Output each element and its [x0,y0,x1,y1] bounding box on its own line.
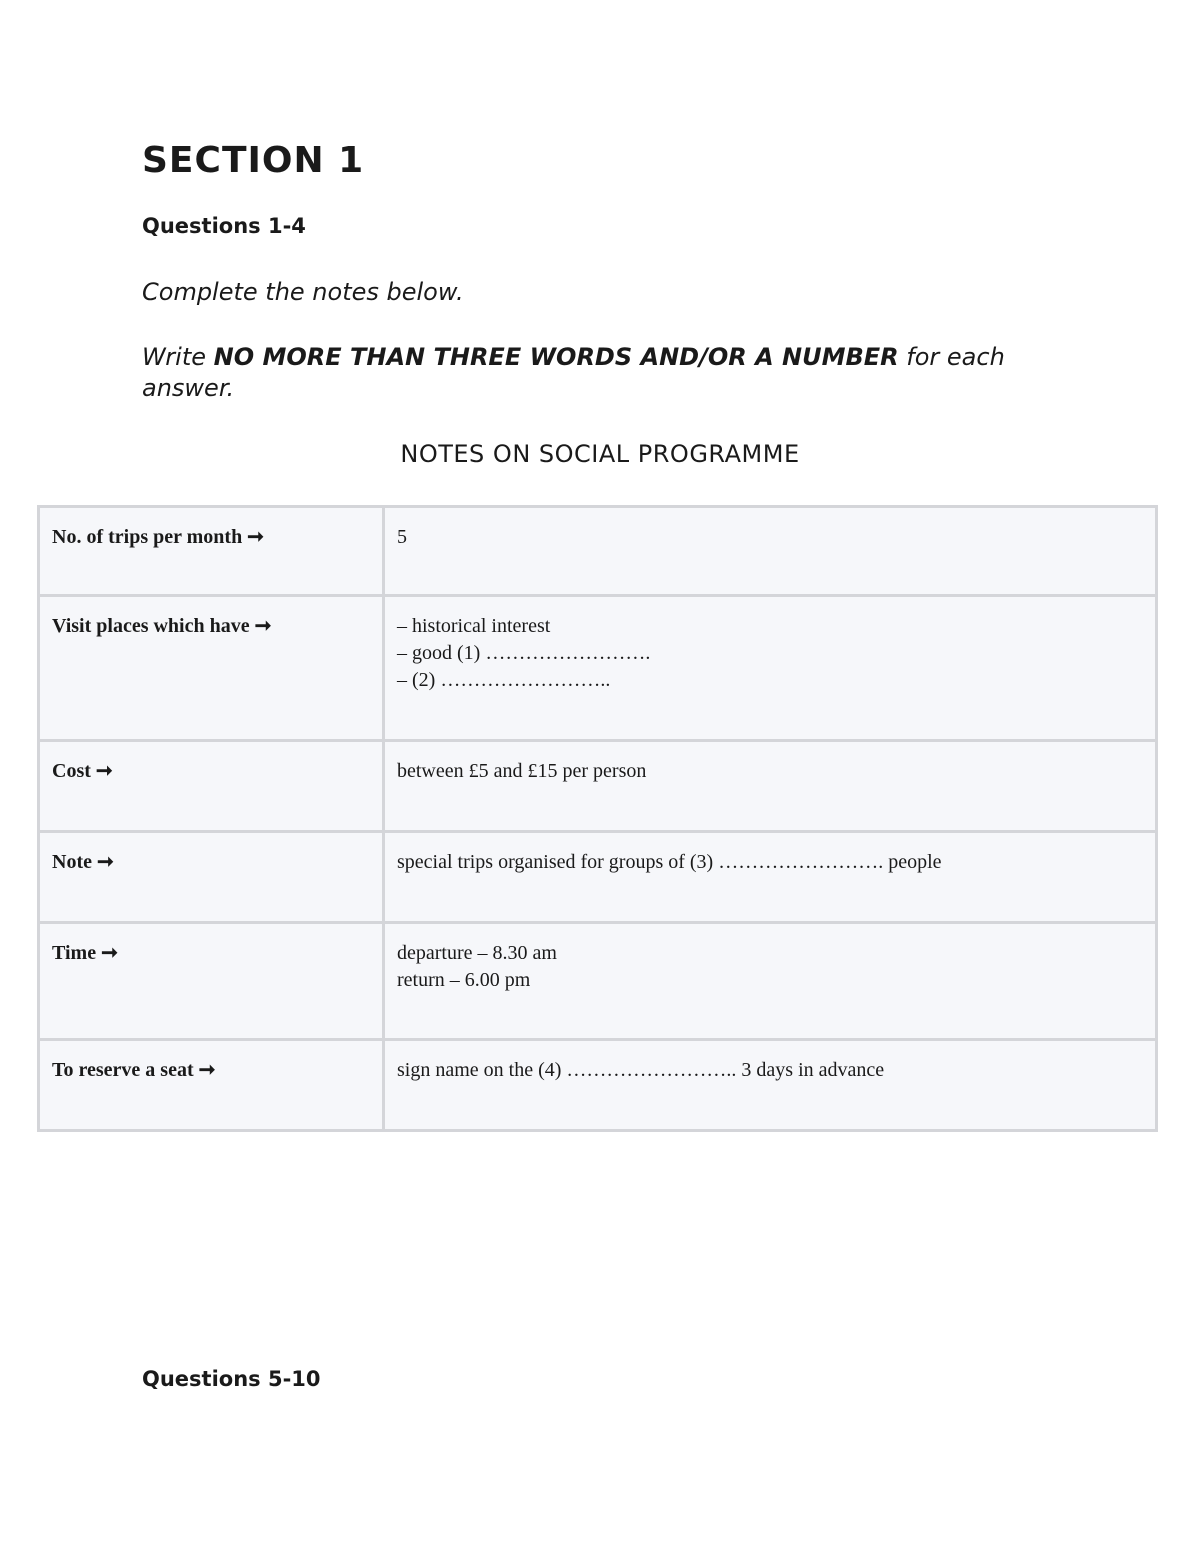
table-row [39,596,1157,741]
row-label: Time ➞ [39,923,384,1040]
row-value-line: departure – 8.30 am [397,942,557,964]
instruction-complete-notes: Complete the notes below. [142,278,464,306]
table-row [39,832,1157,923]
table-row [39,507,1157,596]
instruction-word-limit [142,342,1042,404]
questions-1-4-label: Questions 1-4 [142,214,306,238]
table-row [39,1040,1157,1131]
row-value [384,1040,1157,1131]
row-value [384,832,1157,923]
row-label: Note ➞ [39,832,384,923]
row-label: To reserve a seat ➞ [39,1040,384,1131]
table-row [39,741,1157,832]
row-value-line: between £5 and £15 per person [397,760,647,782]
answer-blank-4: sign name on the (4) …………………….. 3 days in advance [397,1059,885,1081]
answer-blank-2: – (2) …………………….. [397,669,611,691]
answer-blank-1: – good (1) ……………………. [397,642,651,664]
row-value [384,507,1157,596]
row-value [384,923,1157,1040]
instruction-word-limit-emphasis: NO MORE THAN THREE WORDS AND/OR A NUMBER [213,343,899,371]
row-value-line: return – 6.00 pm [397,969,531,991]
answer-blank-3: special trips organised for groups of (3) ……………………. people [397,851,942,873]
row-label: Visit places which have ➞ [39,596,384,741]
row-label: No. of trips per month ➞ [39,507,384,596]
row-value-line: – historical interest [397,615,551,637]
questions-5-10-label: Questions 5-10 [142,1367,321,1391]
notes-table [37,505,1158,1132]
row-label: Cost ➞ [39,741,384,832]
instruction-word-limit-post: for each answer. [142,343,1005,402]
notes-title: NOTES ON SOCIAL PROGRAMME [400,440,800,468]
row-value [384,741,1157,832]
row-value-line: 5 [397,526,407,548]
instruction-word-limit-pre: Write [142,343,214,371]
section-title: SECTION 1 [142,140,365,181]
table-row [39,923,1157,1040]
row-value [384,596,1157,741]
